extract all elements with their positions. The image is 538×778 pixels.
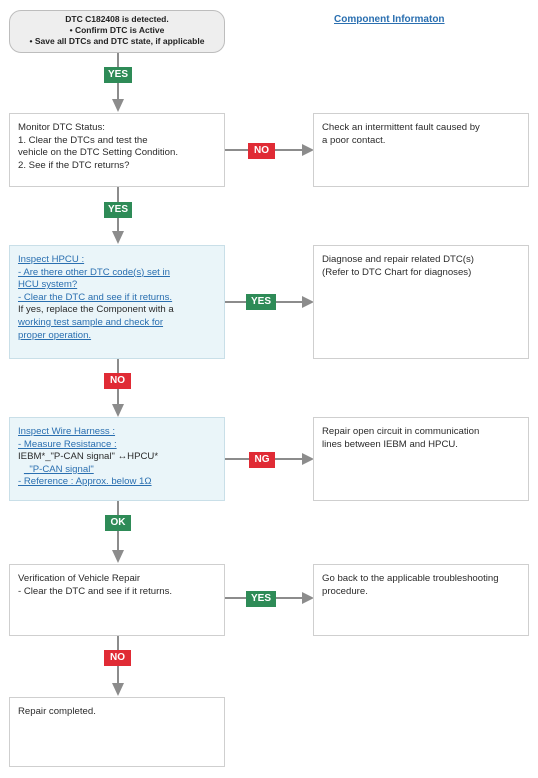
yes-badge-4: YES [246, 591, 276, 607]
step3-line-5[interactable]: - Reference : Approx. below 1Ω [18, 476, 152, 488]
step3-line-1: Inspect Wire Harness : [18, 426, 116, 437]
step3-line-3: IEBM*_"P-CAN signal" ↔HPCU* [18, 451, 159, 463]
step1-line-4: 2. See if the DTC returns? [18, 159, 130, 171]
end-line-1: Repair completed. [18, 706, 96, 717]
step4-line-1: Verification of Vehicle Repair [18, 573, 141, 584]
side2-line-2: (Refer to DTC Chart for diagnoses) [322, 266, 472, 278]
ng-badge: NG [249, 452, 275, 468]
inspect-hpcu-box [9, 245, 225, 359]
repair-completed-box [9, 697, 225, 767]
yes-badge-3: YES [246, 294, 276, 310]
step1-line-3: vehicle on the DTC Setting Condition. [18, 147, 178, 159]
component-information-link[interactable]: Component Informaton [334, 14, 445, 25]
monitor-dtc-status-box [9, 113, 225, 187]
step2-line-4b[interactable]: see if it returns. [106, 291, 173, 303]
step1-line-2: 1. Clear the DTCs and test the [18, 134, 148, 146]
step2-line-3[interactable]: HCU system? [18, 279, 78, 291]
step2-line-2[interactable]: - Are there other DTC code(s) set in [18, 266, 170, 278]
start-line-1: DTC C182408 is detected. [65, 14, 169, 24]
intermittent-fault-box [313, 113, 529, 187]
repair-open-circuit-box [313, 417, 529, 501]
side4-line-2: procedure. [322, 585, 368, 597]
step2-line-6[interactable]: working test sample and check for [18, 316, 164, 328]
step2-line-7[interactable]: proper operation. [18, 329, 92, 341]
side1-line-1: Check an intermittent fault caused by [322, 122, 480, 133]
no-badge-1: NO [248, 143, 275, 159]
side3-line-1: Repair open circuit in communication [322, 426, 480, 437]
start-line-2: • Confirm DTC is Active [69, 25, 165, 35]
inspect-wire-harness-box [9, 417, 225, 501]
verification-box [9, 564, 225, 636]
step2-line-5: If yes, replace the Component with a [18, 304, 174, 316]
side2-line-1: Diagnose and repair related DTC(s) [322, 254, 474, 265]
step3-line-4[interactable]: _"P-CAN signal" [24, 463, 94, 475]
step3-line-2[interactable]: - Measure Resistance : [18, 438, 117, 450]
step4-line-2: - Clear the DTC and see if it returns. [18, 585, 173, 597]
no-badge-3: NO [104, 650, 131, 666]
start-line-3: • Save all DTCs and DTC state, if applicable [29, 36, 205, 46]
start-node [9, 10, 225, 53]
ok-badge: OK [105, 515, 131, 531]
yes-badge-2: YES [104, 202, 132, 218]
step1-line-1: Monitor DTC Status: [18, 122, 105, 133]
side1-line-2: a poor contact. [322, 134, 386, 146]
side3-line-2: lines between IEBM and HPCU. [322, 438, 458, 450]
go-back-box [313, 564, 529, 636]
side4-line-1: Go back to the applicable troubleshooting [322, 573, 499, 584]
step2-line-1: Inspect HPCU : [18, 254, 85, 265]
step2-line-4a[interactable]: - Clear the DTC and [18, 291, 107, 303]
no-badge-2: NO [104, 373, 131, 389]
diagnose-related-dtc-box [313, 245, 529, 359]
yes-badge-1: YES [104, 67, 132, 83]
